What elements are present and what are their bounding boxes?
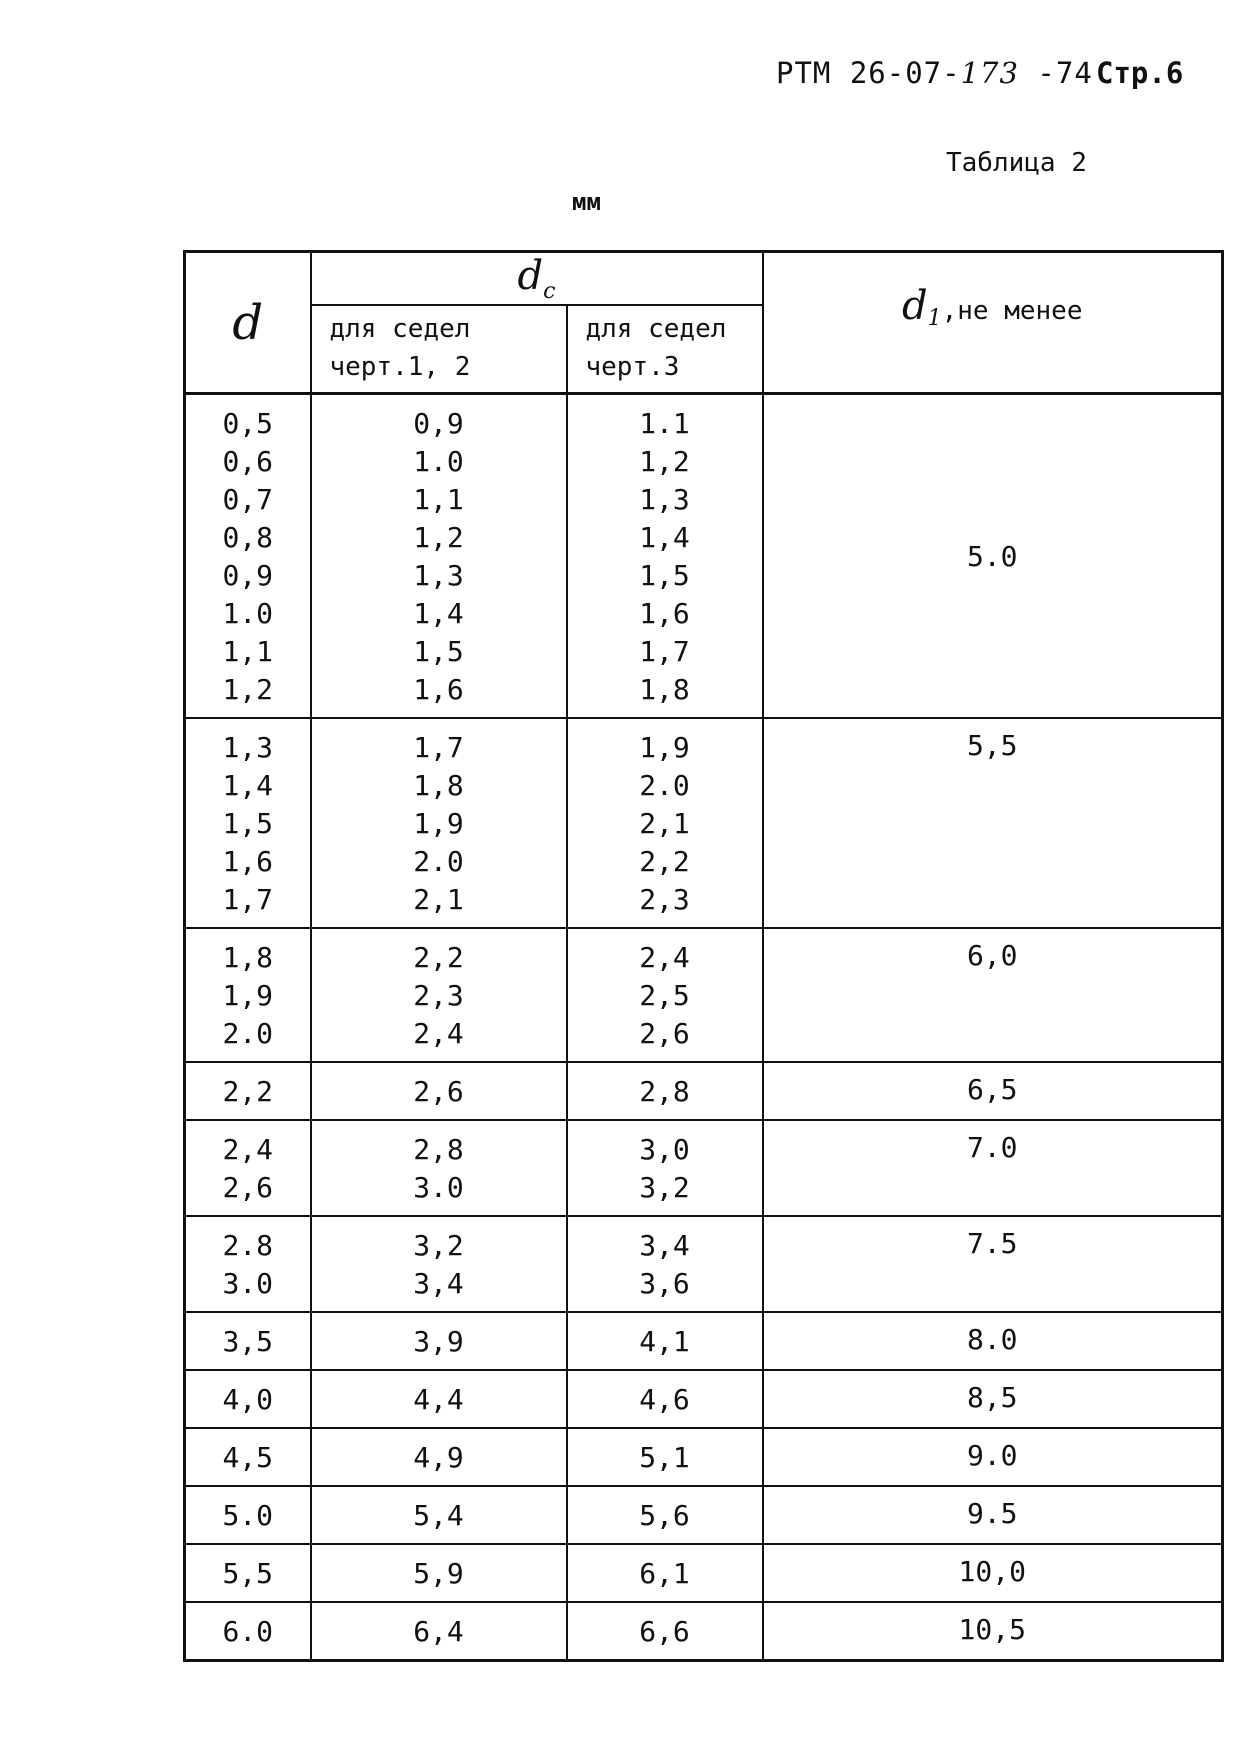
page-number: Стр.6 xyxy=(1096,56,1184,90)
cell-d xyxy=(185,394,311,719)
table-row-group xyxy=(185,1216,1223,1312)
table-cell-value: 5,4 xyxy=(413,1499,464,1532)
table-cell-value: 1,7 xyxy=(222,883,274,916)
table-cell-value: 6,4 xyxy=(413,1615,464,1648)
cell-d1: 10,5 xyxy=(763,1602,1223,1661)
table-cell-value: 1,8 xyxy=(413,769,464,802)
table-cell-value: 1.1 xyxy=(639,407,690,440)
cell-dc-seats-1-2 xyxy=(311,1486,567,1544)
table-cell-value: 0,8 xyxy=(222,521,274,554)
table-cell-value: 2,2 xyxy=(222,1075,274,1108)
table-cell-value: 1,9 xyxy=(639,731,690,764)
cell-dc-seats-3 xyxy=(567,1370,763,1428)
table-cell-value: 3.0 xyxy=(222,1267,274,1300)
table-cell-value: 1.0 xyxy=(222,597,274,630)
table-cell-value: 3,2 xyxy=(413,1229,464,1262)
cell-d xyxy=(185,1216,311,1312)
header-dc-seats-3: для седел черт.3 xyxy=(567,305,763,394)
cell-d xyxy=(185,1602,311,1661)
table-cell-value: 1,3 xyxy=(413,559,464,592)
cell-d xyxy=(185,1544,311,1602)
table-cell-value: 1,5 xyxy=(222,807,274,840)
table-cell-value: 2,8 xyxy=(413,1133,464,1166)
table-cell-value: 1,2 xyxy=(639,445,690,478)
units-label: мм xyxy=(572,188,601,216)
table-cell-value: 2,5 xyxy=(639,979,690,1012)
table-cell-value: 2.0 xyxy=(639,769,690,802)
table-cell-value: 5,5 xyxy=(222,1557,274,1590)
table-cell-value: 2,4 xyxy=(222,1133,274,1166)
header-d1: $d_1,не$ менее xyxy=(763,252,1223,394)
table-cell-value: 1,3 xyxy=(639,483,690,516)
table-cell-value: 2.0 xyxy=(413,845,464,878)
cell-dc-seats-3 xyxy=(567,1486,763,1544)
table-cell-value: 1,9 xyxy=(222,979,274,1012)
cell-d1: 7.5 xyxy=(763,1216,1223,1312)
table-cell-value: 1,3 xyxy=(222,731,274,764)
table-row-group xyxy=(185,394,1223,719)
table-row-group xyxy=(185,1120,1223,1216)
table-row-group xyxy=(185,1370,1223,1428)
table-cell-value: 3,0 xyxy=(639,1133,690,1166)
header-dc: $d_c$ xyxy=(311,252,763,306)
table-cell-value: 1,2 xyxy=(413,521,464,554)
table-cell-value: 1,9 xyxy=(413,807,464,840)
table-cell-value: 1,6 xyxy=(413,673,464,706)
table-cell-value: 1,1 xyxy=(413,483,464,516)
cell-d xyxy=(185,928,311,1062)
table-cell-value: 2,6 xyxy=(413,1075,464,1108)
table-cell-value: 1,6 xyxy=(639,597,690,630)
table-cell-value: 6,1 xyxy=(639,1557,690,1590)
table-cell-value: 2,1 xyxy=(413,883,464,916)
table-cell-value: 4,6 xyxy=(639,1383,690,1416)
table-cell-value: 0,6 xyxy=(222,445,274,478)
table-cell-value: 4,1 xyxy=(639,1325,690,1358)
header-dc-seats-1-2: для седел черт.1, 2 xyxy=(311,305,567,394)
table-cell-value: 0,9 xyxy=(222,559,274,592)
table-cell-value: 2,8 xyxy=(639,1075,690,1108)
table-cell-value: 1.0 xyxy=(413,445,464,478)
table-cell-value: 0,5 xyxy=(222,407,274,440)
cell-d xyxy=(185,1486,311,1544)
cell-dc-seats-1-2 xyxy=(311,1062,567,1120)
document-code-number: 173 xyxy=(960,56,1019,90)
table-cell-value: 1,4 xyxy=(222,769,274,802)
table-cell-value: 3,2 xyxy=(639,1171,690,1204)
cell-d1: 9.0 xyxy=(763,1428,1223,1486)
cell-d1: 5.0 xyxy=(763,394,1223,719)
table-cell-value: 2,2 xyxy=(413,941,464,974)
table-cell-value: 5,6 xyxy=(639,1499,690,1532)
cell-d1: 6,5 xyxy=(763,1062,1223,1120)
table-cell-value: 0,9 xyxy=(413,407,464,440)
cell-d1: 9.5 xyxy=(763,1486,1223,1544)
cell-dc-seats-3 xyxy=(567,928,763,1062)
table-cell-value: 5,9 xyxy=(413,1557,464,1590)
table-cell-value: 1,4 xyxy=(413,597,464,630)
cell-dc-seats-3 xyxy=(567,1312,763,1370)
table-row-group xyxy=(185,928,1223,1062)
table-cell-value: 4,5 xyxy=(222,1441,274,1474)
table-cell-value: 1,5 xyxy=(639,559,690,592)
cell-dc-seats-1-2 xyxy=(311,718,567,928)
table-cell-value: 2,1 xyxy=(639,807,690,840)
table-cell-value: 1,6 xyxy=(222,845,274,878)
cell-dc-seats-1-2 xyxy=(311,1370,567,1428)
table-cell-value: 2,3 xyxy=(413,979,464,1012)
table-cell-value: 1,8 xyxy=(222,941,274,974)
table-cell-value: 2,4 xyxy=(639,941,690,974)
cell-dc-seats-3 xyxy=(567,1428,763,1486)
table-row-group xyxy=(185,1312,1223,1370)
cell-dc-seats-1-2 xyxy=(311,1216,567,1312)
dimensions-table xyxy=(183,250,1224,1662)
table-cell-value: 4,0 xyxy=(222,1383,274,1416)
table-cell-value: 3.0 xyxy=(413,1171,464,1204)
table-cell-value: 2.8 xyxy=(222,1229,274,1262)
table-cell-value: 1,5 xyxy=(413,635,464,668)
table-cell-value: 6,6 xyxy=(639,1615,690,1648)
cell-dc-seats-3 xyxy=(567,1602,763,1661)
cell-d1: 8.0 xyxy=(763,1312,1223,1370)
table-cell-value: 1,7 xyxy=(413,731,464,764)
document-code-suffix: -74 xyxy=(1018,56,1093,90)
table-cell-value: 6.0 xyxy=(222,1615,274,1648)
table-row-group xyxy=(185,1602,1223,1661)
cell-dc-seats-3 xyxy=(567,1544,763,1602)
document-code-prefix: РТМ 26-07- xyxy=(776,56,961,90)
table-cell-value: 1,7 xyxy=(639,635,690,668)
table-cell-value: 1,4 xyxy=(639,521,690,554)
table-cell-value: 2,3 xyxy=(639,883,690,916)
cell-d1: 10,0 xyxy=(763,1544,1223,1602)
cell-dc-seats-1-2 xyxy=(311,1120,567,1216)
cell-d xyxy=(185,1062,311,1120)
table-cell-value: 2,6 xyxy=(639,1017,690,1050)
cell-d1: 8,5 xyxy=(763,1370,1223,1428)
cell-d1: 5,5 xyxy=(763,718,1223,928)
table-cell-value: 5.0 xyxy=(222,1499,274,1532)
table-cell-value: 3,9 xyxy=(413,1325,464,1358)
table-row-group xyxy=(185,1486,1223,1544)
table-cell-value: 1,1 xyxy=(222,635,274,668)
table-cell-value: 3,5 xyxy=(222,1325,274,1358)
cell-d xyxy=(185,718,311,928)
cell-d1: 6,0 xyxy=(763,928,1223,1062)
cell-dc-seats-3 xyxy=(567,1062,763,1120)
table-cell-value: 2,6 xyxy=(222,1171,274,1204)
cell-d xyxy=(185,1428,311,1486)
header-d: d xyxy=(185,252,311,394)
table-cell-value: 3,4 xyxy=(413,1267,464,1300)
cell-d xyxy=(185,1120,311,1216)
table-cell-value: 0,7 xyxy=(222,483,274,516)
cell-dc-seats-1-2 xyxy=(311,394,567,719)
cell-dc-seats-3 xyxy=(567,1120,763,1216)
table-cell-value: 4,4 xyxy=(413,1383,464,1416)
document-code xyxy=(776,56,1093,90)
table-cell-value: 3,6 xyxy=(639,1267,690,1300)
table-row-group xyxy=(185,1544,1223,1602)
cell-dc-seats-1-2 xyxy=(311,1544,567,1602)
table-cell-value: 5,1 xyxy=(639,1441,690,1474)
table-row-group xyxy=(185,718,1223,928)
cell-dc-seats-1-2 xyxy=(311,928,567,1062)
cell-d1: 7.0 xyxy=(763,1120,1223,1216)
cell-dc-seats-3 xyxy=(567,1216,763,1312)
table-body xyxy=(185,394,1223,1661)
table-row-group xyxy=(185,1428,1223,1486)
cell-dc-seats-3 xyxy=(567,718,763,928)
cell-dc-seats-1-2 xyxy=(311,1602,567,1661)
cell-dc-seats-1-2 xyxy=(311,1428,567,1486)
table-cell-value: 2,2 xyxy=(639,845,690,878)
table-cell-value: 4,9 xyxy=(413,1441,464,1474)
table-cell-value: 1,8 xyxy=(639,673,690,706)
table-caption: Таблица 2 xyxy=(946,148,1087,178)
cell-dc-seats-1-2 xyxy=(311,1312,567,1370)
cell-d xyxy=(185,1370,311,1428)
table-cell-value: 1,2 xyxy=(222,673,274,706)
cell-dc-seats-3 xyxy=(567,394,763,719)
table-row-group xyxy=(185,1062,1223,1120)
cell-d xyxy=(185,1312,311,1370)
table-cell-value: 2.0 xyxy=(222,1017,274,1050)
table-cell-value: 3,4 xyxy=(639,1229,690,1262)
table-cell-value: 2,4 xyxy=(413,1017,464,1050)
